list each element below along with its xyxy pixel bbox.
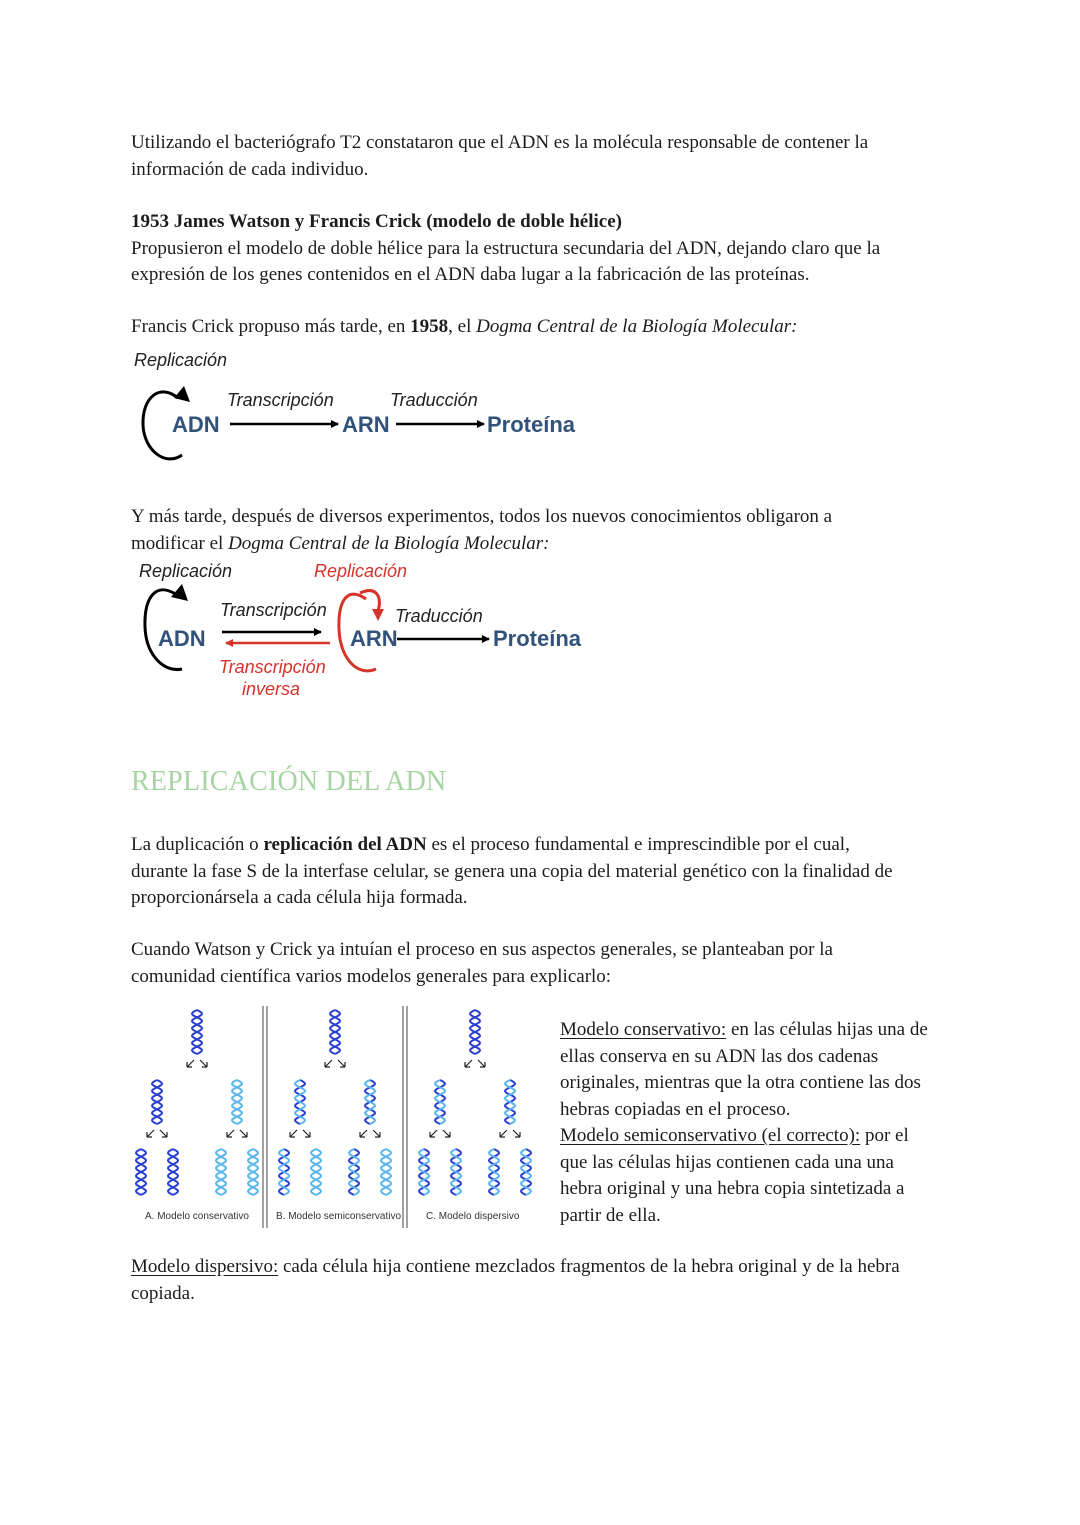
dna-helix bbox=[279, 1149, 289, 1195]
dna-helix bbox=[216, 1149, 226, 1195]
dna-helix bbox=[168, 1149, 178, 1195]
intro-paragraph bbox=[131, 130, 951, 183]
semiconservativo-text-3: hebra original y una hebra copia sintetizada a bbox=[560, 1178, 905, 1199]
branch-arrows bbox=[290, 1130, 310, 1137]
dogma1-intro-text: Francis Crick propuso más tarde, en bbox=[131, 316, 411, 337]
dogma1-intro-italic: Dogma Central de la Biología Molecular: bbox=[476, 316, 798, 337]
dogma2-transcripcion-inversa-label-1: Transcripción bbox=[219, 657, 326, 677]
watson-crick-title: 1953 James Watson y Francis Crick (modelo de doble hélice) bbox=[131, 211, 622, 232]
dna-helix bbox=[489, 1149, 499, 1195]
replication-p1-bold: replicación del ADN bbox=[263, 834, 427, 855]
dna-helix bbox=[435, 1080, 445, 1124]
dispersivo-paragraph bbox=[131, 1254, 971, 1307]
dna-helix bbox=[232, 1080, 242, 1124]
intro-line-2: información de cada individuo. bbox=[131, 158, 369, 180]
dogma2-arn-replication-loop-top bbox=[360, 591, 379, 611]
dna-helix bbox=[451, 1149, 461, 1195]
dna-helix bbox=[349, 1149, 359, 1195]
dna-helix bbox=[295, 1080, 305, 1124]
branch-arrows bbox=[187, 1060, 207, 1067]
replication-p1-line-3: proporcionársela a cada célula hija formada. bbox=[131, 887, 468, 908]
dogma1-replicacion-label: Replicación bbox=[134, 350, 228, 370]
section-heading: REPLICACIÓN DEL ADN bbox=[131, 766, 447, 797]
dispersivo-text-1: cada célula hija contiene mezclados fragmentos de la hebra original y de la hebra bbox=[278, 1256, 900, 1277]
dogma2-replicacion-arn-label: Replicación bbox=[314, 561, 408, 581]
models-intro-line-2: comunidad científica varios modelos generales para explicarlo: bbox=[131, 965, 612, 987]
dna-helix bbox=[152, 1080, 162, 1124]
watson-crick-line-1: Propusieron el modelo de doble hélice para la estructura secundaria del ADN, dejando claro que la bbox=[131, 237, 881, 259]
dna-helix bbox=[311, 1149, 321, 1195]
branch-arrows bbox=[227, 1130, 247, 1137]
replication-p1-text: La duplicación o bbox=[131, 834, 264, 855]
dogma1-transcripcion-label: Transcripción bbox=[227, 390, 334, 410]
dna-helix bbox=[248, 1149, 258, 1195]
dogma2-transcripcion-inversa-label-2: inversa bbox=[242, 679, 301, 699]
intro-line-1: Utilizando el bacteriógrafo T2 constataron que el ADN es la molécula responsable de contener la bbox=[131, 132, 869, 153]
dna-helix bbox=[330, 1010, 340, 1054]
branch-arrows bbox=[430, 1130, 450, 1137]
semiconservativo-term: Modelo semiconservativo (el correcto): bbox=[560, 1125, 861, 1146]
conservativo-text-4: hebras copiadas en el proceso. bbox=[560, 1098, 791, 1120]
replication-paragraph bbox=[131, 832, 951, 912]
dogma1-traduccion-label: Traducción bbox=[390, 390, 478, 410]
dna-helix bbox=[521, 1149, 531, 1195]
dogma1-arn: ARN bbox=[342, 412, 390, 437]
dogma2-line-1: Y más tarde, después de diversos experimentos, todos los nuevos conocimientos obligaron a bbox=[131, 506, 833, 527]
dogma2-replicacion-adn-label: Replicación bbox=[139, 561, 233, 581]
models-intro-line-1: Cuando Watson y Crick ya intuían el proceso en sus aspectos generales, se planteaban por la bbox=[131, 939, 833, 960]
branch-arrows bbox=[325, 1060, 345, 1067]
dogma2-adn: ADN bbox=[158, 626, 206, 651]
dogma2-proteina: Proteína bbox=[493, 626, 582, 651]
models-description bbox=[560, 1017, 960, 1229]
dogma1-year: 1958 bbox=[410, 316, 449, 337]
dna-helix bbox=[381, 1149, 391, 1195]
watson-crick-line-2: expresión de los genes contenidos en el ADN daba lugar a la fabricación de las proteínas. bbox=[131, 264, 810, 285]
replication-p1-line-2: durante la fase S de la interfase celular, se genera una copia del material genético con la finalidad de bbox=[131, 860, 893, 882]
conservativo-text-2: ellas conserva en su ADN las dos cadenas bbox=[560, 1045, 879, 1067]
branch-arrows bbox=[147, 1130, 167, 1137]
branch-arrows bbox=[465, 1060, 485, 1067]
branch-arrows bbox=[500, 1130, 520, 1137]
dogma1-replication-arrowhead bbox=[174, 386, 190, 402]
dogma2-traduccion-label: Traducción bbox=[395, 606, 483, 626]
semiconservativo-text-1: por el bbox=[860, 1125, 909, 1146]
dogma2-diagram bbox=[120, 555, 620, 705]
semiconservativo-text-2: que las células hijas contienen cada una una bbox=[560, 1151, 894, 1173]
caption-model-c: C. Modelo dispersivo bbox=[426, 1211, 520, 1222]
conservativo-text-3: originales, mientras que la otra contiene las dos bbox=[560, 1072, 921, 1093]
dogma2-line-2-italic: Dogma Central de la Biología Molecular: bbox=[228, 532, 550, 554]
dogma1-intro bbox=[131, 314, 951, 341]
dogma2-arn-replication-arrowhead bbox=[372, 609, 384, 621]
dogma1-diagram bbox=[120, 345, 620, 470]
dispersivo-term: Modelo dispersivo: bbox=[131, 1256, 279, 1277]
dogma2-line-2: modificar el bbox=[131, 532, 229, 554]
caption-model-b: B. Modelo semiconservativo bbox=[276, 1211, 402, 1222]
watson-crick-section bbox=[131, 209, 951, 289]
conservativo-text-1: en las células hijas una de bbox=[726, 1019, 928, 1040]
dna-helix bbox=[505, 1080, 515, 1124]
replication-p1-text-2: es el proceso fundamental e imprescindible por el cual, bbox=[426, 834, 850, 855]
caption-model-a: A. Modelo conservativo bbox=[145, 1211, 249, 1222]
dna-helices-group bbox=[136, 1010, 531, 1195]
branch-arrows bbox=[360, 1130, 380, 1137]
dogma1-adn: ADN bbox=[172, 412, 220, 437]
dna-helix bbox=[419, 1149, 429, 1195]
dna-helix bbox=[136, 1149, 146, 1195]
dna-helix bbox=[470, 1010, 480, 1054]
dogma2-arn: ARN bbox=[350, 626, 398, 651]
dogma2-transcripcion-label: Transcripción bbox=[220, 600, 327, 620]
dispersivo-text-2: copiada. bbox=[131, 1282, 195, 1304]
replication-models-figure bbox=[135, 1002, 535, 1230]
dogma2-intro bbox=[131, 504, 951, 557]
dogma1-proteina: Proteína bbox=[487, 412, 576, 437]
dna-helix bbox=[365, 1080, 375, 1124]
semiconservativo-text-4: partir de ella. bbox=[560, 1204, 661, 1226]
dna-helix bbox=[192, 1010, 202, 1054]
conservativo-term: Modelo conservativo: bbox=[560, 1019, 727, 1040]
models-intro-paragraph bbox=[131, 937, 951, 990]
dogma1-intro-text-2: , el bbox=[448, 316, 477, 337]
